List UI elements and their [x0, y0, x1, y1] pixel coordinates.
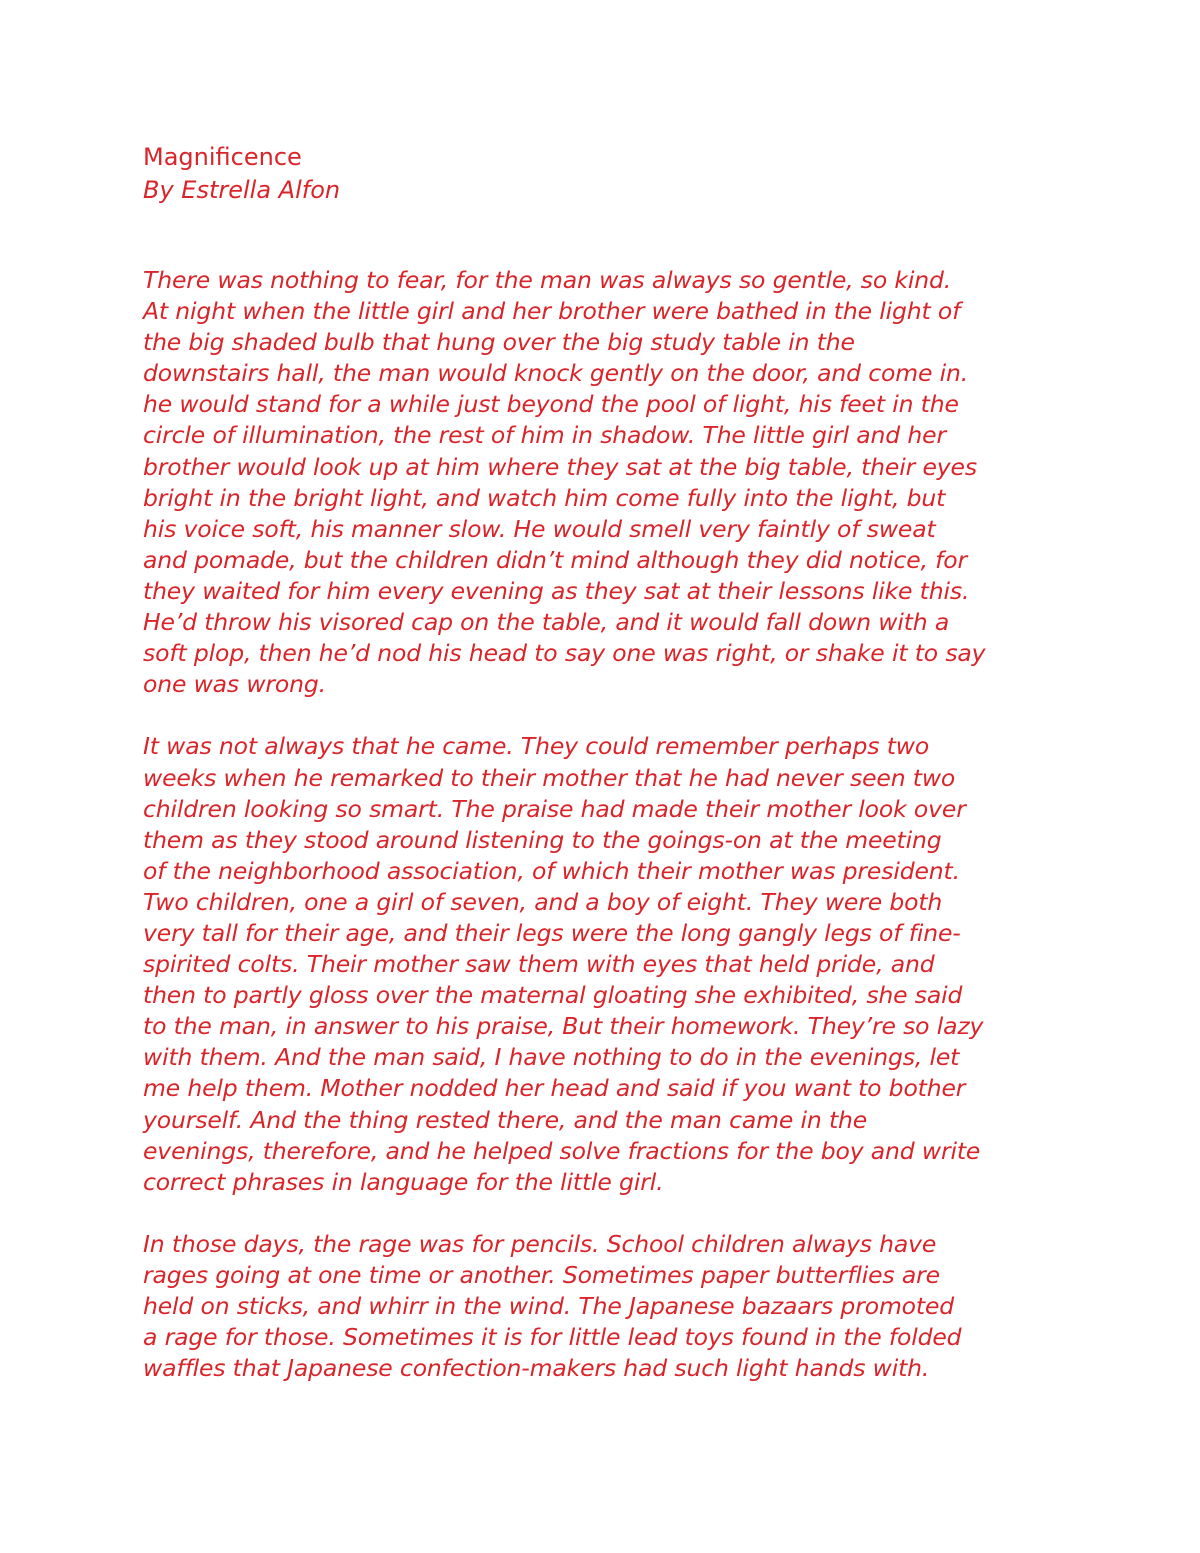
text-line: waffles that Japanese confection-makers had such light hands with.	[143, 1354, 930, 1383]
paragraph-2	[143, 731, 1083, 1197]
text-line: bright in the bright light, and watch him come fully into the light, but	[143, 483, 946, 512]
text-line: of the neighborhood association, of which their mother was president.	[143, 856, 960, 885]
text-line: rages going at one time or another. Sometimes paper butterflies are	[143, 1261, 940, 1289]
paragraph-spacer	[143, 1198, 1083, 1229]
text-line: evenings, therefore, and he helped solve fractions for the boy and write	[143, 1136, 981, 1165]
text-line: spirited colts. Their mother saw them with eyes that held pride, and	[143, 950, 935, 979]
text-line: held on sticks, and whirr in the wind. The Japanese bazaars promoted	[143, 1292, 955, 1321]
text-line: weeks when he remarked to their mother that he had never seen two	[143, 763, 956, 792]
text-line: Two children, one a girl of seven, and a boy of eight. They were both	[143, 887, 943, 916]
text-line: they waited for him every evening as they sat at their lessons like this.	[143, 576, 970, 605]
text-line: me help them. Mother nodded her head and said if you want to bother	[143, 1074, 966, 1103]
document-header	[143, 141, 1063, 207]
text-line: At night when the little girl and her brother were bathed in the light of	[143, 297, 961, 326]
text-line: He’d throw his visored cap on the table, and it would fall down with a	[143, 608, 950, 637]
text-line: downstairs hall, the man would knock gently on the door, and come in.	[143, 359, 969, 388]
paragraph-1	[143, 265, 1083, 700]
text-line: children looking so smart. The praise had made their mother look over	[143, 794, 966, 823]
text-line: and pomade, but the children didn’t mind although they did notice, for	[143, 545, 968, 574]
paragraph-3	[143, 1229, 1083, 1384]
document-author: By Estrella Alfon	[143, 176, 341, 204]
text-line: It was not always that he came. They could remember perhaps two	[143, 732, 930, 761]
text-line: very tall for their age, and their legs were the long gangly legs of fine-	[143, 918, 961, 947]
text-line: There was nothing to fear, for the man was always so gentle, so kind.	[143, 266, 952, 294]
text-line: brother would look up at him where they sat at the big table, their eyes	[143, 452, 977, 481]
paragraph-spacer	[143, 700, 1083, 731]
text-line: In those days, the rage was for pencils. School children always have	[143, 1229, 937, 1258]
text-line: a rage for those. Sometimes it is for little lead toys found in the folded	[143, 1323, 962, 1352]
document-body	[143, 265, 1083, 1384]
text-line: one was wrong.	[143, 670, 326, 699]
text-line: circle of illumination, the rest of him in shadow. The little girl and her	[143, 421, 946, 450]
text-line: he would stand for a while just beyond the pool of light, his feet in the	[143, 390, 959, 419]
text-line: his voice soft, his manner slow. He would smell very faintly of sweat	[143, 514, 936, 543]
text-line: then to partly gloss over the maternal gloating she exhibited, she said	[143, 981, 963, 1010]
text-line: soft plop, then he’d nod his head to say one was right, or shake it to say	[143, 639, 986, 668]
text-line: to the man, in answer to his praise, But their homework. They’re so lazy	[143, 1012, 984, 1041]
text-line: them as they stood around listening to the goings-on at the meeting	[143, 825, 942, 854]
text-line: correct phrases in language for the little girl.	[143, 1167, 664, 1196]
text-line: the big shaded bulb that hung over the big study table in the	[143, 328, 855, 357]
text-line: with them. And the man said, I have nothing to do in the evenings, let	[143, 1043, 960, 1072]
text-line: yourself. And the thing rested there, and the man came in the	[143, 1105, 868, 1134]
document-title: Magnificence	[143, 143, 302, 171]
